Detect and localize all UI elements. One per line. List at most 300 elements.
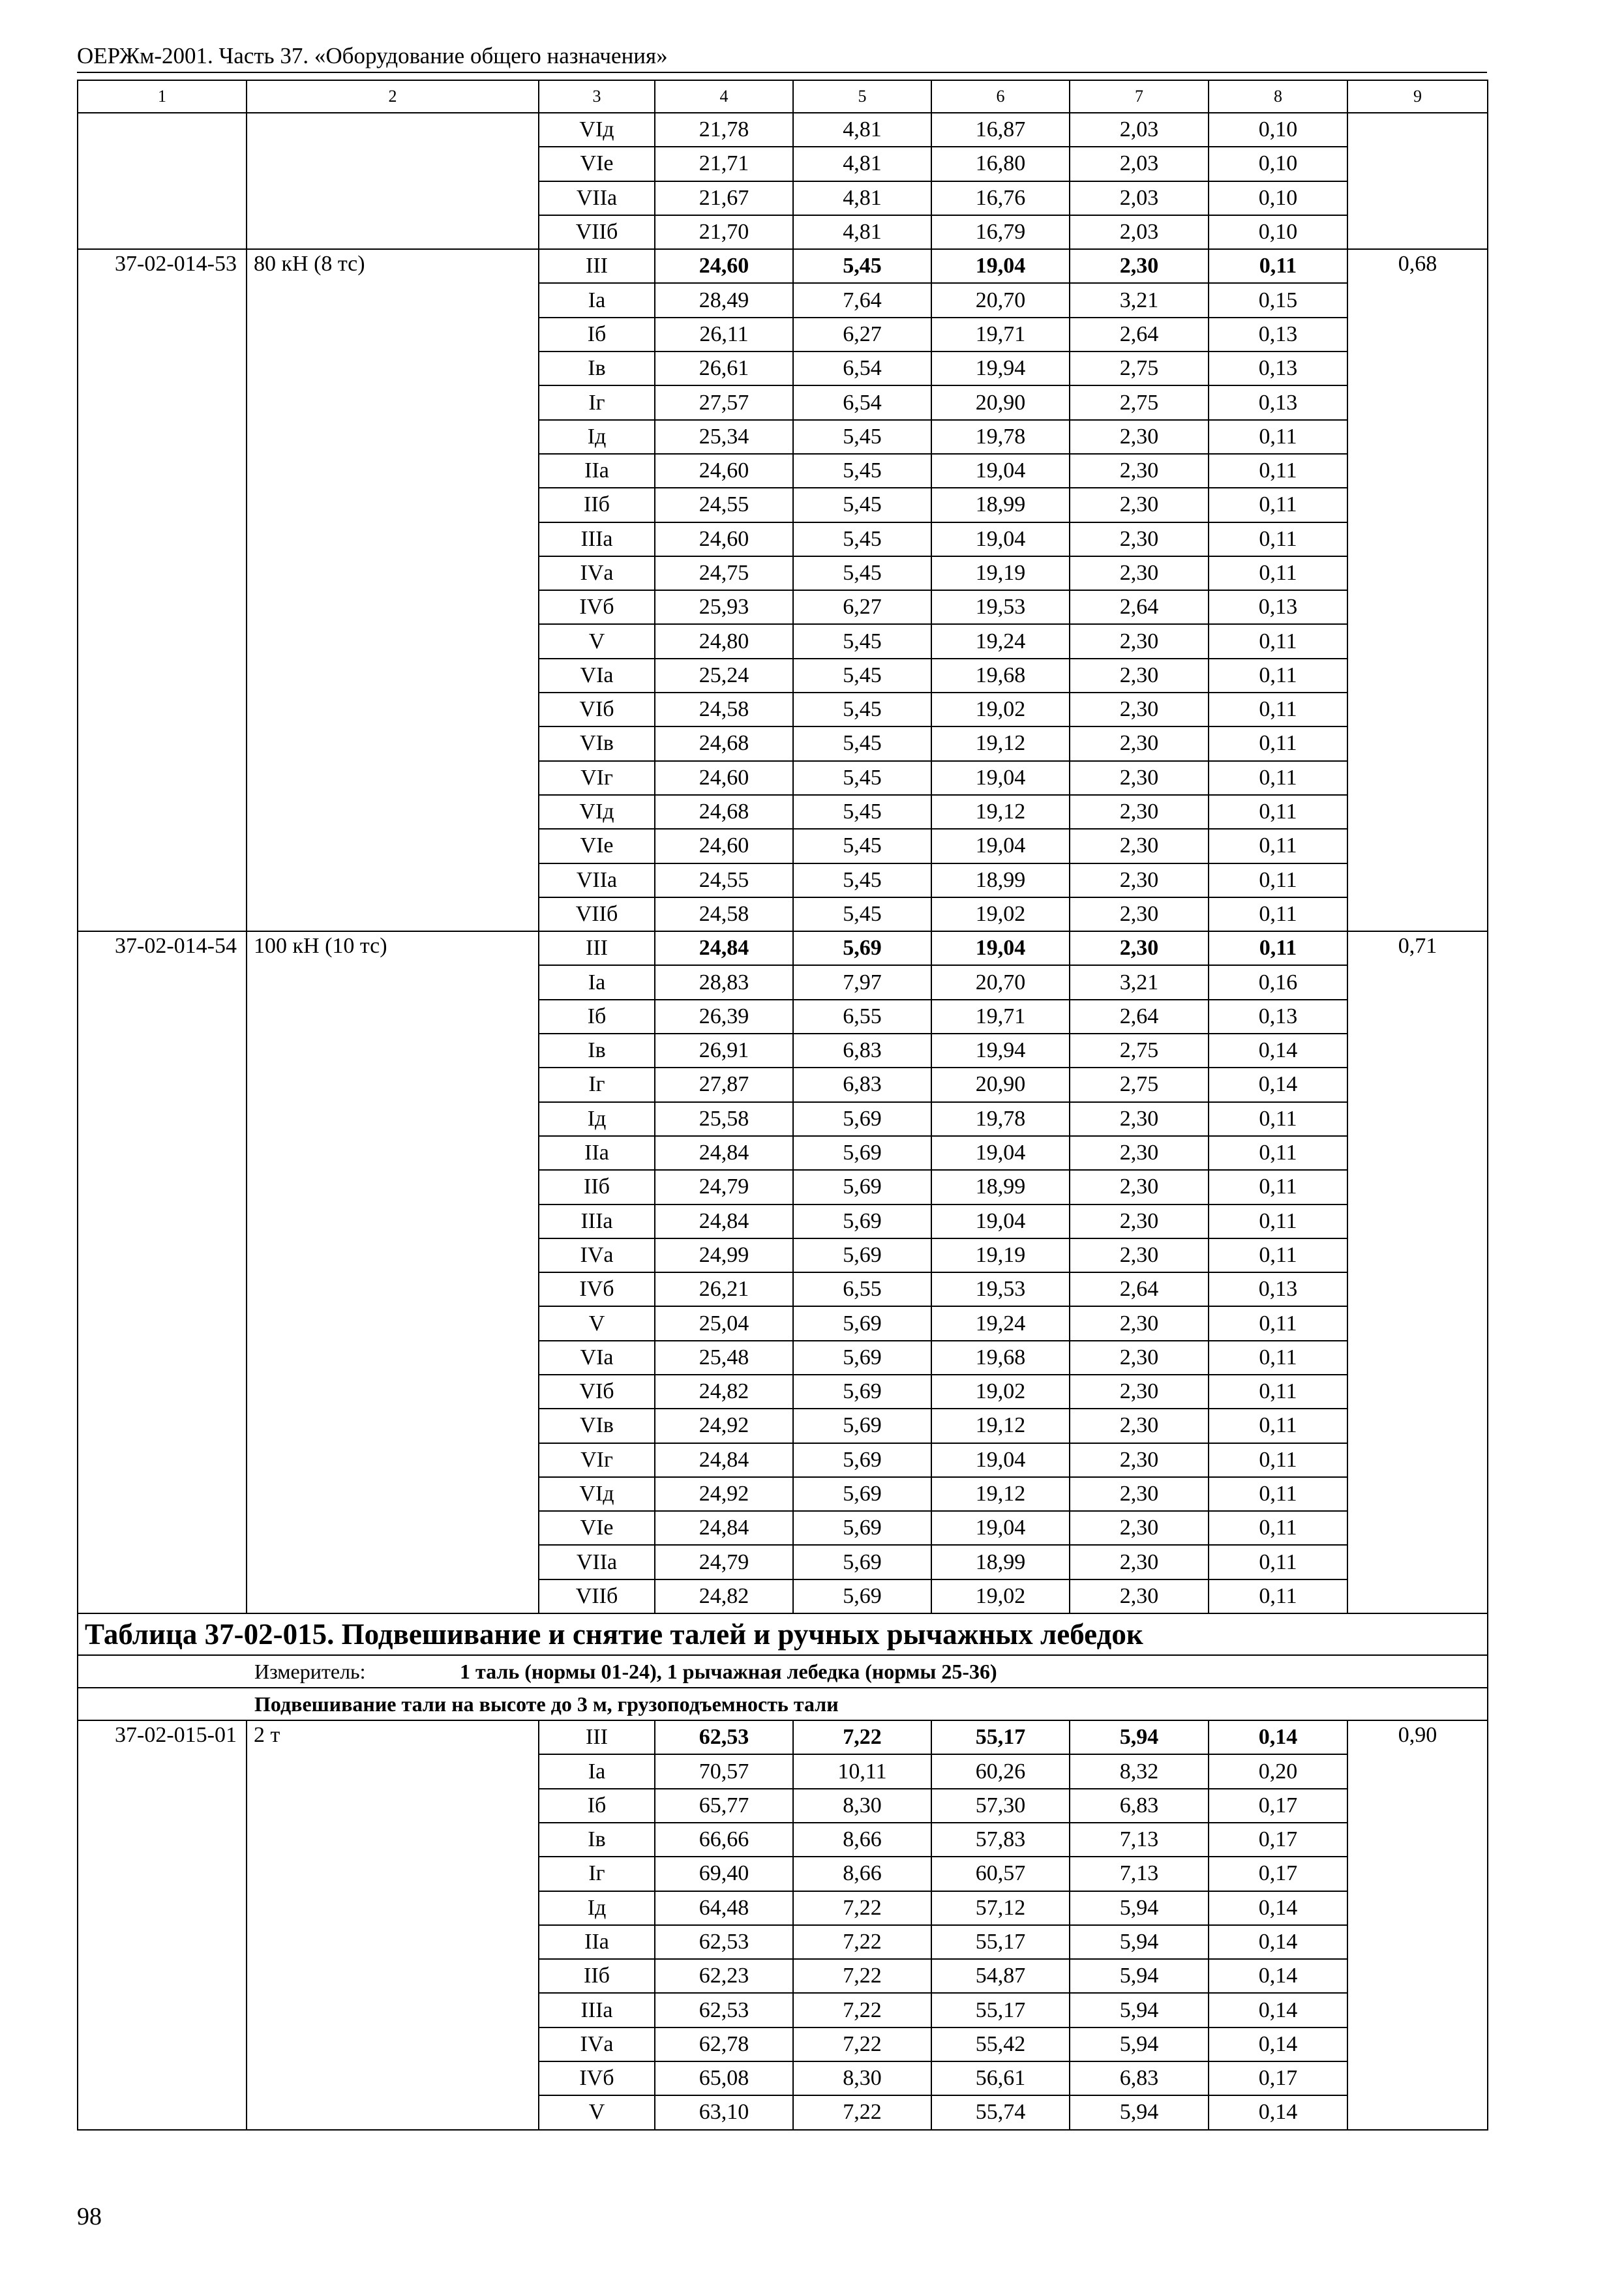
norm-code-cell: 37-02-014-54 [78,931,247,1613]
value-cell: 7,22 [793,1925,931,1959]
value-cell: 69,40 [655,1857,793,1891]
value-cell: 0,11 [1209,1409,1347,1443]
value-cell: 5,45 [793,726,931,760]
value-cell: 2,30 [1070,659,1209,693]
table-caption: Таблица 37-02-015. Подвешивание и снятие талей и ручных рычажных лебедок [78,1613,1488,1655]
zone-cell: IIIа [539,1993,655,2027]
zone-cell: VIIб [539,1579,655,1613]
value-cell: 19,02 [931,897,1070,931]
value-cell: 24,79 [655,1170,793,1204]
zone-cell: IVа [539,2027,655,2061]
value-cell: 7,22 [793,1959,931,1993]
value-cell: 57,83 [931,1823,1070,1857]
value-cell: 0,17 [1209,2061,1347,2095]
value-cell: 6,55 [793,1272,931,1306]
value-cell: 5,69 [793,1170,931,1204]
value-cell: 19,04 [931,1511,1070,1545]
value-cell: 0,11 [1209,454,1347,488]
value-cell: 0,13 [1209,318,1347,352]
value-cell: 2,64 [1070,318,1209,352]
zone-cell: VIг [539,1443,655,1477]
value-cell: 63,10 [655,2095,793,2129]
value-cell: 0,11 [1209,522,1347,556]
value-cell: 2,30 [1070,863,1209,897]
page-number: 98 [77,2203,102,2230]
value-cell: 0,11 [1209,693,1347,726]
value-cell: 2,30 [1070,1545,1209,1579]
value-cell: 0,16 [1209,965,1347,999]
value-cell: 7,22 [793,2095,931,2129]
value-cell: 62,78 [655,2027,793,2061]
value-cell: 0,11 [1209,1511,1347,1545]
value-cell: 0,11 [1209,1238,1347,1272]
value-cell: 0,14 [1209,2027,1347,2061]
value-cell: 8,66 [793,1823,931,1857]
value-cell: 2,30 [1070,726,1209,760]
zone-cell: IVа [539,556,655,590]
column-number: 4 [655,80,793,113]
value-cell: 6,54 [793,385,931,419]
value-cell: 5,45 [793,522,931,556]
value-cell: 6,83 [1070,1789,1209,1823]
value-cell: 2,30 [1070,1511,1209,1545]
value-cell: 24,80 [655,624,793,658]
zone-cell: Iа [539,965,655,999]
value-cell: 27,57 [655,385,793,419]
zone-cell: IIб [539,488,655,522]
zone-cell: III [539,1720,655,1754]
table-row [78,113,1488,147]
value-cell: 24,82 [655,1579,793,1613]
value-cell: 2,03 [1070,147,1209,181]
value-cell: 5,69 [793,1443,931,1477]
value-cell: 64,48 [655,1891,793,1925]
value-cell: 5,45 [793,556,931,590]
zone-cell: VIе [539,829,655,863]
zone-cell: Iб [539,1000,655,1034]
value-cell: 19,02 [931,1375,1070,1409]
value-cell: 24,60 [655,249,793,283]
value-cell: 16,87 [931,113,1070,147]
value-cell: 55,17 [931,1993,1070,2027]
value-cell: 5,69 [793,1545,931,1579]
value-cell: 0,11 [1209,863,1347,897]
value-cell: 5,69 [793,1511,931,1545]
value-cell: 0,14 [1209,1959,1347,1993]
value-cell: 0,10 [1209,147,1347,181]
column-number: 9 [1347,80,1488,113]
zone-cell: VIе [539,1511,655,1545]
zone-cell: VIе [539,147,655,181]
zone-cell: Iг [539,1068,655,1101]
value-cell: 65,77 [655,1789,793,1823]
value-cell: 6,83 [793,1034,931,1068]
value-cell: 19,04 [931,761,1070,795]
value-cell: 25,24 [655,659,793,693]
column-number: 8 [1209,80,1347,113]
zone-cell: Iв [539,1823,655,1857]
value-cell: 28,83 [655,965,793,999]
value-cell: 0,11 [1209,1477,1347,1511]
value-cell: 5,45 [793,420,931,454]
value-cell: 2,30 [1070,420,1209,454]
zone-cell: VIг [539,761,655,795]
value-cell: 0,11 [1209,420,1347,454]
value-cell: 2,64 [1070,1000,1209,1034]
norm-name-cell: 100 кН (10 тс) [247,931,539,1613]
zone-cell: VIб [539,1375,655,1409]
zone-cell: VIа [539,1341,655,1375]
value-cell: 2,30 [1070,795,1209,829]
zone-cell: VIIб [539,215,655,249]
value-cell: 5,69 [793,1477,931,1511]
value-cell: 19,78 [931,1102,1070,1136]
value-cell: 2,30 [1070,488,1209,522]
value-cell: 5,69 [793,931,931,965]
value-cell: 26,21 [655,1272,793,1306]
zone-cell: IIб [539,1170,655,1204]
value-cell: 0,17 [1209,1857,1347,1891]
running-header: ОЕРЖм-2001. Часть 37. «Оборудование общего назначения» [77,43,668,68]
value-cell: 19,04 [931,522,1070,556]
value-cell: 6,27 [793,318,931,352]
value-cell: 5,69 [793,1136,931,1170]
value-cell: 28,49 [655,283,793,317]
value-cell: 2,75 [1070,352,1209,385]
value-cell: 19,02 [931,1579,1070,1613]
value-cell: 27,87 [655,1068,793,1101]
value-cell: 19,04 [931,249,1070,283]
value-cell: 7,22 [793,1720,931,1754]
zone-cell: III [539,249,655,283]
value-cell: 4,81 [793,215,931,249]
value-cell: 0,11 [1209,897,1347,931]
value-cell: 0,11 [1209,931,1347,965]
value-cell: 0,17 [1209,1823,1347,1857]
value-cell: 24,60 [655,454,793,488]
value-cell: 2,03 [1070,181,1209,215]
value-cell: 0,17 [1209,1789,1347,1823]
value-cell: 0,14 [1209,1925,1347,1959]
value-cell: 4,81 [793,181,931,215]
value-cell: 25,34 [655,420,793,454]
value-cell: 66,66 [655,1823,793,1857]
value-cell: 18,99 [931,488,1070,522]
value-cell: 19,94 [931,1034,1070,1068]
value-cell: 24,84 [655,931,793,965]
value-cell: 0,11 [1209,726,1347,760]
value-cell: 55,42 [931,2027,1070,2061]
value-cell: 7,22 [793,2027,931,2061]
value-cell: 6,83 [1070,2061,1209,2095]
value-cell: 2,64 [1070,590,1209,624]
table-row [78,931,1488,965]
table-caption-row [78,1613,1488,1655]
value-cell: 2,03 [1070,215,1209,249]
value-cell: 2,30 [1070,829,1209,863]
zone-cell: VIд [539,795,655,829]
value-cell: 24,58 [655,693,793,726]
value-cell: 2,30 [1070,624,1209,658]
value-cell: 65,08 [655,2061,793,2095]
value-cell: 2,30 [1070,1375,1209,1409]
value-cell: 5,94 [1070,1959,1209,1993]
value-cell: 0,11 [1209,1375,1347,1409]
value-cell: 24,75 [655,556,793,590]
zone-cell: IVб [539,590,655,624]
zone-cell: IIа [539,1136,655,1170]
column-number: 7 [1070,80,1209,113]
value-cell: 2,30 [1070,522,1209,556]
zone-cell: IVб [539,1272,655,1306]
value-cell: 0,11 [1209,1306,1347,1340]
zone-cell: Iб [539,318,655,352]
zone-cell: VIд [539,1477,655,1511]
value-cell: 19,12 [931,726,1070,760]
value-cell: 2,30 [1070,761,1209,795]
zone-cell: VIб [539,693,655,726]
value-cell: 24,92 [655,1477,793,1511]
value-cell: 7,13 [1070,1857,1209,1891]
value-cell: 2,30 [1070,1443,1209,1477]
column-numbers-row [78,80,1488,113]
value-cell: 24,99 [655,1238,793,1272]
zone-cell: III [539,931,655,965]
zone-cell: VIIб [539,897,655,931]
zone-cell: IIIа [539,1204,655,1238]
value-cell: 2,30 [1070,1102,1209,1136]
value-cell: 2,75 [1070,385,1209,419]
value-cell: 5,69 [793,1238,931,1272]
zone-cell: Iб [539,1789,655,1823]
meter-value: 1 таль (нормы 01-24), 1 рычажная лебедка (нормы 25-36) [460,1660,997,1684]
value-cell: 4,81 [793,147,931,181]
value-cell: 18,99 [931,1170,1070,1204]
norm-code-cell [78,113,247,249]
value-cell: 54,87 [931,1959,1070,1993]
zone-cell: IVб [539,2061,655,2095]
value-cell: 18,99 [931,1545,1070,1579]
value-cell: 8,32 [1070,1754,1209,1788]
value-cell: 8,30 [793,2061,931,2095]
norm-code-cell: 37-02-015-01 [78,1720,247,2130]
value-cell: 19,02 [931,693,1070,726]
value-cell: 55,74 [931,2095,1070,2129]
value-cell: 2,30 [1070,249,1209,283]
value-cell: 0,11 [1209,1443,1347,1477]
section-title-row [78,1688,1488,1720]
value-cell: 20,90 [931,1068,1070,1101]
value-cell: 0,10 [1209,181,1347,215]
value-cell: 20,90 [931,385,1070,419]
value-cell: 62,23 [655,1959,793,1993]
value-cell: 5,94 [1070,1993,1209,2027]
value-cell: 60,26 [931,1754,1070,1788]
value-cell: 0,11 [1209,1170,1347,1204]
value-cell: 19,68 [931,659,1070,693]
value-cell: 19,53 [931,590,1070,624]
value-cell: 5,45 [793,488,931,522]
value-cell: 0,14 [1209,1720,1347,1754]
zone-cell: IIа [539,454,655,488]
value-cell: 0,13 [1209,1272,1347,1306]
value-cell: 20,70 [931,965,1070,999]
value-cell: 0,14 [1209,1068,1347,1101]
meter-label: Измеритель: [254,1660,366,1684]
meter-cell [78,1655,1488,1688]
value-cell: 2,30 [1070,897,1209,931]
value-cell: 0,13 [1209,385,1347,419]
value-cell: 5,69 [793,1204,931,1238]
value-cell: 26,61 [655,352,793,385]
value-cell: 25,48 [655,1341,793,1375]
value-cell: 19,94 [931,352,1070,385]
zone-cell: VIв [539,726,655,760]
value-cell: 0,11 [1209,1341,1347,1375]
value-cell: 24,60 [655,522,793,556]
coefficient-cell: 0,90 [1347,1720,1488,2130]
value-cell: 21,78 [655,113,793,147]
zone-cell: VIIа [539,1545,655,1579]
value-cell: 19,04 [931,454,1070,488]
value-cell: 21,70 [655,215,793,249]
value-cell: 10,11 [793,1754,931,1788]
zone-cell: Iд [539,1891,655,1925]
value-cell: 7,64 [793,283,931,317]
value-cell: 2,30 [1070,1238,1209,1272]
value-cell: 0,11 [1209,249,1347,283]
value-cell: 20,70 [931,283,1070,317]
value-cell: 2,30 [1070,1136,1209,1170]
value-cell: 0,13 [1209,590,1347,624]
value-cell: 2,75 [1070,1068,1209,1101]
value-cell: 19,71 [931,1000,1070,1034]
value-cell: 7,13 [1070,1823,1209,1857]
value-cell: 24,84 [655,1204,793,1238]
coefficient-cell [1347,113,1488,249]
value-cell: 25,04 [655,1306,793,1340]
zone-cell: Iг [539,385,655,419]
value-cell: 0,11 [1209,659,1347,693]
value-cell: 8,66 [793,1857,931,1891]
value-cell: 57,12 [931,1891,1070,1925]
value-cell: 0,11 [1209,829,1347,863]
value-cell: 2,30 [1070,1204,1209,1238]
value-cell: 2,30 [1070,454,1209,488]
value-cell: 18,99 [931,863,1070,897]
value-cell: 2,30 [1070,1477,1209,1511]
value-cell: 19,24 [931,1306,1070,1340]
zone-cell: IIа [539,1925,655,1959]
value-cell: 24,60 [655,829,793,863]
value-cell: 26,39 [655,1000,793,1034]
value-cell: 19,12 [931,1409,1070,1443]
table-row [78,249,1488,283]
value-cell: 16,80 [931,147,1070,181]
zone-cell: V [539,2095,655,2129]
value-cell: 2,30 [1070,1170,1209,1204]
value-cell: 16,76 [931,181,1070,215]
zone-cell: VIв [539,1409,655,1443]
value-cell: 57,30 [931,1789,1070,1823]
value-cell: 0,11 [1209,556,1347,590]
value-cell: 62,53 [655,1720,793,1754]
value-cell: 24,84 [655,1443,793,1477]
value-cell: 24,82 [655,1375,793,1409]
value-cell: 3,21 [1070,965,1209,999]
value-cell: 5,69 [793,1579,931,1613]
value-cell: 5,94 [1070,1925,1209,1959]
value-cell: 19,04 [931,829,1070,863]
value-cell: 5,94 [1070,1891,1209,1925]
value-cell: 2,64 [1070,1272,1209,1306]
norms-table [77,80,1488,2131]
value-cell: 0,11 [1209,1579,1347,1613]
value-cell: 0,14 [1209,2095,1347,2129]
value-cell: 6,27 [793,590,931,624]
value-cell: 21,67 [655,181,793,215]
value-cell: 24,68 [655,795,793,829]
coefficient-cell: 0,68 [1347,249,1488,931]
value-cell: 19,12 [931,1477,1070,1511]
value-cell: 0,11 [1209,1102,1347,1136]
value-cell: 5,69 [793,1341,931,1375]
value-cell: 70,57 [655,1754,793,1788]
value-cell: 5,45 [793,863,931,897]
section-title: Подвешивание тали на высоте до 3 м, грузоподъемность тали [78,1688,1488,1720]
value-cell: 2,30 [1070,1409,1209,1443]
value-cell: 7,22 [793,1993,931,2027]
value-cell: 0,10 [1209,113,1347,147]
norm-code-cell: 37-02-014-53 [78,249,247,931]
value-cell: 2,30 [1070,556,1209,590]
value-cell: 0,14 [1209,1891,1347,1925]
value-cell: 2,30 [1070,931,1209,965]
value-cell: 56,61 [931,2061,1070,2095]
value-cell: 6,83 [793,1068,931,1101]
value-cell: 26,91 [655,1034,793,1068]
value-cell: 2,30 [1070,1341,1209,1375]
value-cell: 7,97 [793,965,931,999]
value-cell: 24,60 [655,761,793,795]
value-cell: 24,79 [655,1545,793,1579]
value-cell: 5,94 [1070,1720,1209,1754]
norm-name-cell [247,113,539,249]
zone-cell: IIIа [539,522,655,556]
value-cell: 5,45 [793,659,931,693]
column-number: 2 [247,80,539,113]
zone-cell: Iв [539,1034,655,1068]
value-cell: 5,45 [793,897,931,931]
value-cell: 2,03 [1070,113,1209,147]
value-cell: 0,10 [1209,215,1347,249]
value-cell: 0,11 [1209,795,1347,829]
value-cell: 26,11 [655,318,793,352]
zone-cell: VIIа [539,181,655,215]
value-cell: 19,04 [931,1136,1070,1170]
norm-name-cell: 2 т [247,1720,539,2130]
norm-name-cell: 80 кН (8 тс) [247,249,539,931]
value-cell: 5,45 [793,761,931,795]
zone-cell: VIа [539,659,655,693]
value-cell: 19,53 [931,1272,1070,1306]
value-cell: 0,14 [1209,1993,1347,2027]
value-cell: 25,58 [655,1102,793,1136]
value-cell: 24,55 [655,488,793,522]
value-cell: 19,78 [931,420,1070,454]
value-cell: 55,17 [931,1925,1070,1959]
value-cell: 5,94 [1070,2027,1209,2061]
